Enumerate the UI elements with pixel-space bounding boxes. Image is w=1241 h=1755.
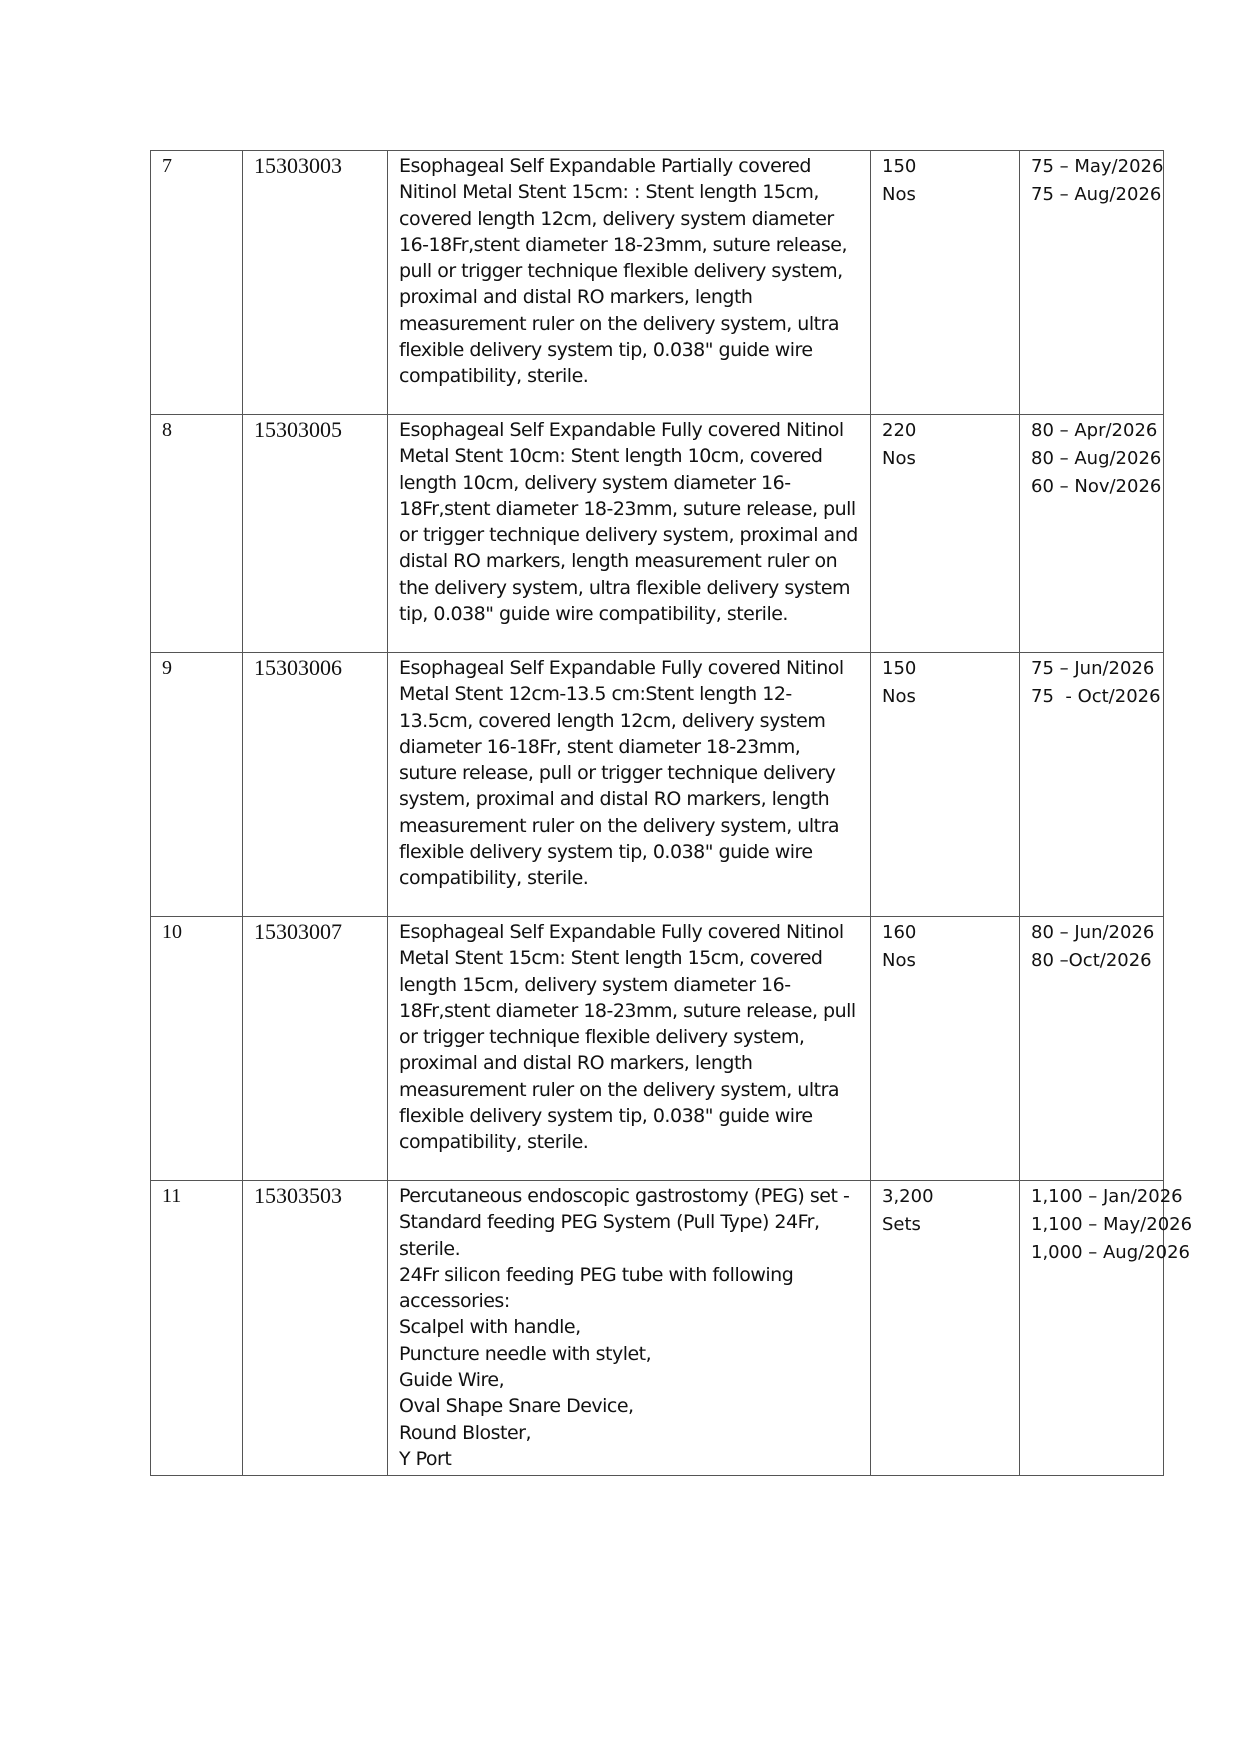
delivery-entry: 1,100 – May/2026: [1031, 1214, 1193, 1235]
item-quantity: [871, 415, 1020, 653]
delivery-entry: 1,100 – Jan/2026: [1031, 1186, 1183, 1207]
description-text: 24Fr silicon feeding PEG tube with following accessories:: [399, 1263, 794, 1313]
table-row: [151, 415, 1164, 653]
quantity-unit: Sets: [882, 1214, 921, 1235]
description-text: Esophageal Self Expandable Partially covered Nitinol Metal Stent 15cm: : Stent length 15cm, covered length 12cm, delivery system diameter 16-18Fr,stent diameter 18-23mm, suture release, pull or trigger technique flexible delivery system, proximal and distal RO markers, length measurement ruler on the delivery system, ultra flexible delivery system tip, 0.038" guide wire compatibility, sterile.: [399, 155, 848, 388]
item-quantity: [871, 917, 1020, 1181]
item-description: [388, 151, 871, 415]
item-number: 7: [151, 151, 243, 415]
accessory-item: Puncture needle with stylet,: [399, 1342, 652, 1365]
item-delivery-schedule: [1020, 151, 1164, 415]
quantity-value: 150: [882, 156, 917, 177]
description-text: Esophageal Self Expandable Fully covered Nitinol Metal Stent 10cm: Stent length 10cm, covered length 10cm, delivery system diameter 16-18Fr,stent diameter 18-23mm, suture release, pull or trigger technique delivery system, proximal and distal RO markers, length measurement ruler on the delivery system, ultra flexible delivery system tip, 0.038" guide wire compatibility, sterile.: [399, 419, 858, 626]
item-description: [388, 415, 871, 653]
item-description: [388, 1181, 871, 1476]
item-code: 15303006: [243, 653, 388, 917]
delivery-entry: 75 – May/2026: [1031, 156, 1164, 177]
delivery-entry: 1,000 – Aug/2026: [1031, 1242, 1190, 1263]
item-delivery-schedule: [1020, 415, 1164, 653]
item-quantity: [871, 151, 1020, 415]
table-row: [151, 653, 1164, 917]
delivery-entry: 80 – Aug/2026: [1031, 448, 1162, 469]
item-delivery-schedule: [1020, 653, 1164, 917]
item-code: 15303005: [243, 415, 388, 653]
quantity-unit: Nos: [882, 184, 916, 205]
item-description: [388, 917, 871, 1181]
quantity-unit: Nos: [882, 448, 916, 469]
item-number: 10: [151, 917, 243, 1181]
quantity-value: 3,200: [882, 1186, 934, 1207]
quantity-value: 220: [882, 420, 917, 441]
description-text: Esophageal Self Expandable Fully covered Nitinol Metal Stent 12cm-13.5 cm:Stent length 12-13.5cm, covered length 12cm, delivery system diameter 16-18Fr, stent diameter 18-23mm, suture release, pull or trigger technique delivery system, proximal and distal RO markers, length measurement ruler on the delivery system, ultra flexible delivery system tip, 0.038" guide wire compatibility, sterile.: [399, 657, 844, 890]
items-table: [150, 150, 1193, 1476]
description-text: Percutaneous endoscopic gastrostomy (PEG) set -Standard feeding PEG System (Pull Type) 24Fr, sterile.: [399, 1185, 850, 1260]
accessory-item: Oval Shape Snare Device,: [399, 1395, 634, 1418]
table-row: [151, 151, 1164, 415]
item-quantity: [871, 653, 1020, 917]
item-number: 9: [151, 653, 243, 917]
delivery-entry: 60 – Nov/2026: [1031, 476, 1162, 497]
table-row: [151, 917, 1164, 1181]
item-delivery-schedule: [1020, 1181, 1193, 1476]
table-row: [151, 1181, 1164, 1476]
accessory-item: Guide Wire,: [399, 1369, 505, 1392]
delivery-entry: 80 – Jun/2026: [1031, 922, 1155, 943]
delivery-entry: 75 – Jun/2026: [1031, 658, 1155, 679]
item-description: [388, 653, 871, 917]
delivery-entry: 80 – Apr/2026: [1031, 420, 1158, 441]
delivery-entry: 75 – Aug/2026: [1031, 184, 1162, 205]
quantity-value: 150: [882, 658, 917, 679]
accessory-item: Y Port: [399, 1447, 452, 1470]
item-code: 15303003: [243, 151, 388, 415]
item-quantity: [871, 1181, 1020, 1476]
accessory-item: Scalpel with handle,: [399, 1316, 581, 1339]
item-number: 11: [151, 1181, 243, 1476]
item-delivery-schedule: [1020, 917, 1164, 1181]
delivery-entry: 80 –Oct/2026: [1031, 950, 1152, 971]
delivery-entry: 75 - Oct/2026: [1031, 686, 1161, 707]
quantity-unit: Nos: [882, 686, 916, 707]
description-text: Esophageal Self Expandable Fully covered Nitinol Metal Stent 15cm: Stent length 15cm, covered length 15cm, delivery system diameter 16-18Fr,stent diameter 18-23mm, suture release, pull or trigger technique flexible delivery system, proximal and distal RO markers, length measurement ruler on the delivery system, ultra flexible delivery system tip, 0.038" guide wire compatibility, sterile.: [399, 921, 856, 1154]
quantity-unit: Nos: [882, 950, 916, 971]
quantity-value: 160: [882, 922, 917, 943]
item-code: 15303503: [243, 1181, 388, 1476]
item-code: 15303007: [243, 917, 388, 1181]
accessory-item: Round Bloster,: [399, 1421, 531, 1444]
item-number: 8: [151, 415, 243, 653]
